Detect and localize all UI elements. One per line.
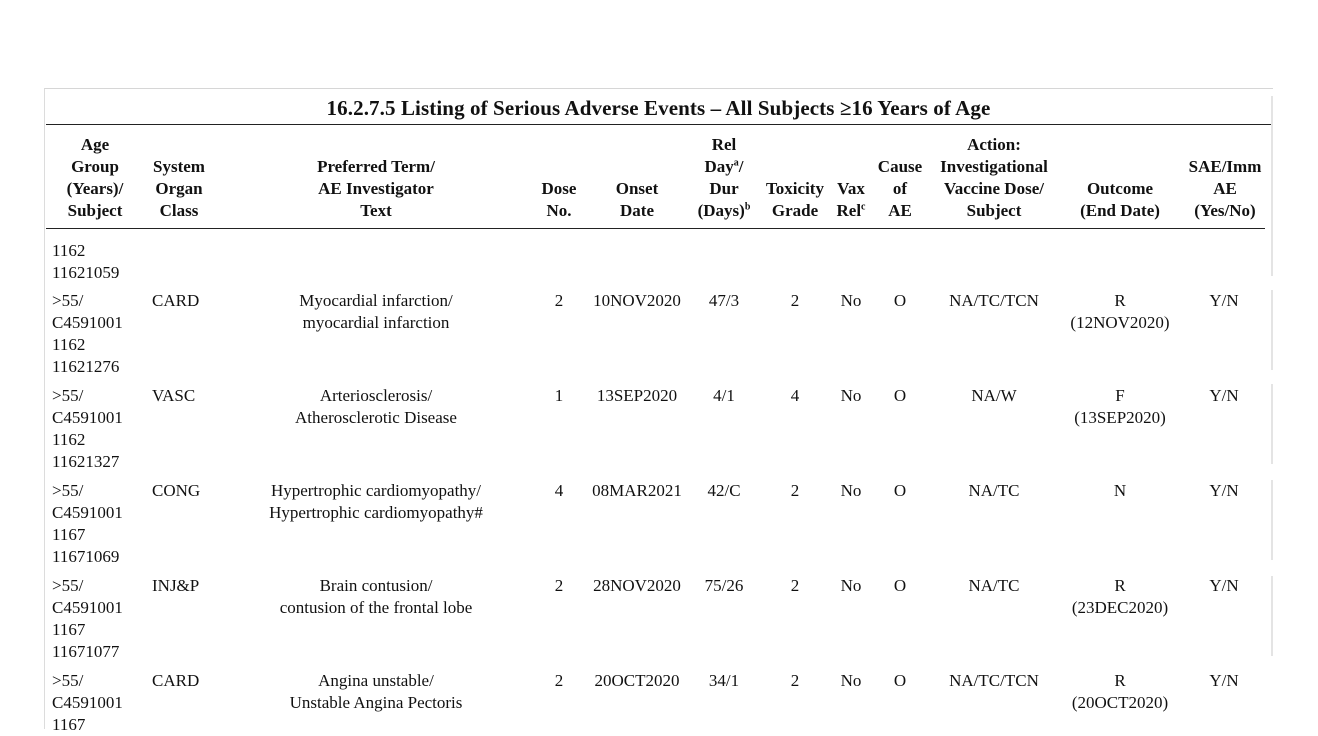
toxicity-cell: 2 [790,291,800,310]
sae-cell: Y/N [1209,671,1239,690]
preferred-term-cell: Angina unstable/ Unstable Angina Pectoris [289,671,463,712]
onset-date-cell: 13SEP2020 [596,386,678,405]
age-subject-cell: >55/ C4591001 1167 11671069 [52,481,123,566]
header-outcome: Outcome (End Date) [1080,179,1160,220]
action-cell: NA/W [971,386,1017,405]
header-vax-rel: Vax Rel$^c$ [836,179,866,220]
header-system-organ-class: System Organ Class [153,157,205,220]
header-rule [46,228,1265,229]
dose-cell: 2 [554,671,564,690]
age-subject-cell: >55/ C4591001 1167 11671077 [52,576,123,661]
action-cell: NA/TC/TCN [949,671,1039,690]
preferred-term-cell: Arteriosclerosis/ Atherosclerotic Disease [295,386,457,427]
header-onset-date: Onset Date [615,179,659,220]
header-age-group: Age Group (Years)/ Subject [66,135,124,220]
sae-cell: Y/N [1209,576,1239,595]
soc-cell: CARD [152,291,200,310]
leading-subject-id: 1162 11621059 [52,241,120,282]
vax-rel-cell: No [840,576,862,595]
outcome-cell: R (20OCT2020) [1071,671,1169,712]
rel-day-cell: 34/1 [708,671,740,690]
outcome-cell: F (13SEP2020) [1074,386,1166,427]
toxicity-cell: 4 [790,386,800,405]
title-rule [46,124,1273,125]
rel-day-cell: 42/C [707,481,741,500]
header-preferred-term: Preferred Term/ AE Investigator Text [317,157,435,220]
onset-date-cell: 10NOV2020 [593,291,681,310]
vax-rel-cell: No [840,386,862,405]
onset-date-cell: 28NOV2020 [593,576,681,595]
preferred-term-cell: Myocardial infarction/ myocardial infarction [299,291,453,332]
listing-title: 16.2.7.5 Listing of Serious Adverse Events – All Subjects ≥16 Years of Age [326,96,991,120]
cause-cell: O [893,481,907,500]
toxicity-cell: 2 [790,576,800,595]
toxicity-cell: 2 [790,481,800,500]
header-rel-day-dur: Rel Day$^a$/ Dur (Days)$^b$ [697,135,751,220]
action-cell: NA/TC [968,481,1020,500]
header-dose-no: Dose No. [541,179,577,220]
sae-cell: Y/N [1209,481,1239,500]
age-subject-cell: >55/ C4591001 1162 11621276 [52,291,123,376]
page-edge [1271,480,1273,560]
header-cause-of-ae: Cause of AE [877,157,923,220]
outcome-cell: N [1113,481,1127,500]
header-action: Action: Investigational Vaccine Dose/ Subject [940,135,1048,220]
soc-cell: INJ&P [152,576,200,595]
soc-cell: CONG [152,481,201,500]
sae-cell: Y/N [1209,291,1239,310]
rel-day-cell: 75/26 [704,576,744,595]
action-cell: NA/TC [968,576,1020,595]
toxicity-cell: 2 [790,671,800,690]
preferred-term-cell: Hypertrophic cardiomyopathy/ Hypertrophic cardiomyopathy# [269,481,483,522]
page-edge [1271,96,1273,276]
header-toxicity-grade: Toxicity Grade [766,179,824,220]
preferred-term-cell: Brain contusion/ contusion of the frontal lobe [279,576,473,617]
rel-day-cell: 47/3 [708,291,740,310]
cause-cell: O [893,291,907,310]
dose-cell: 1 [554,386,564,405]
cause-cell: O [893,576,907,595]
outcome-cell: R (23DEC2020) [1071,576,1169,617]
page-edge [1271,290,1273,370]
onset-date-cell: 08MAR2021 [592,481,682,500]
sae-cell: Y/N [1209,386,1239,405]
rel-day-cell: 4/1 [713,386,735,405]
dose-cell: 2 [554,291,564,310]
age-subject-cell: >55/ C4591001 1162 11621327 [52,386,123,471]
soc-cell: CARD [152,671,200,690]
header-sae-imm-ae: SAE/Imm AE (Yes/No) [1188,157,1262,220]
vax-rel-cell: No [840,291,862,310]
onset-date-cell: 20OCT2020 [594,671,680,690]
soc-cell: VASC [152,386,196,405]
vax-rel-cell: No [840,481,862,500]
action-cell: NA/TC/TCN [949,291,1039,310]
dose-cell: 2 [554,576,564,595]
age-subject-cell: >55/ C4591001 1167 [52,671,123,734]
cause-cell: O [893,671,907,690]
outcome-cell: R (12NOV2020) [1070,291,1170,332]
page-edge [1271,384,1273,464]
cause-cell: O [893,386,907,405]
page-edge [1271,576,1273,656]
dose-cell: 4 [554,481,564,500]
vax-rel-cell: No [840,671,862,690]
